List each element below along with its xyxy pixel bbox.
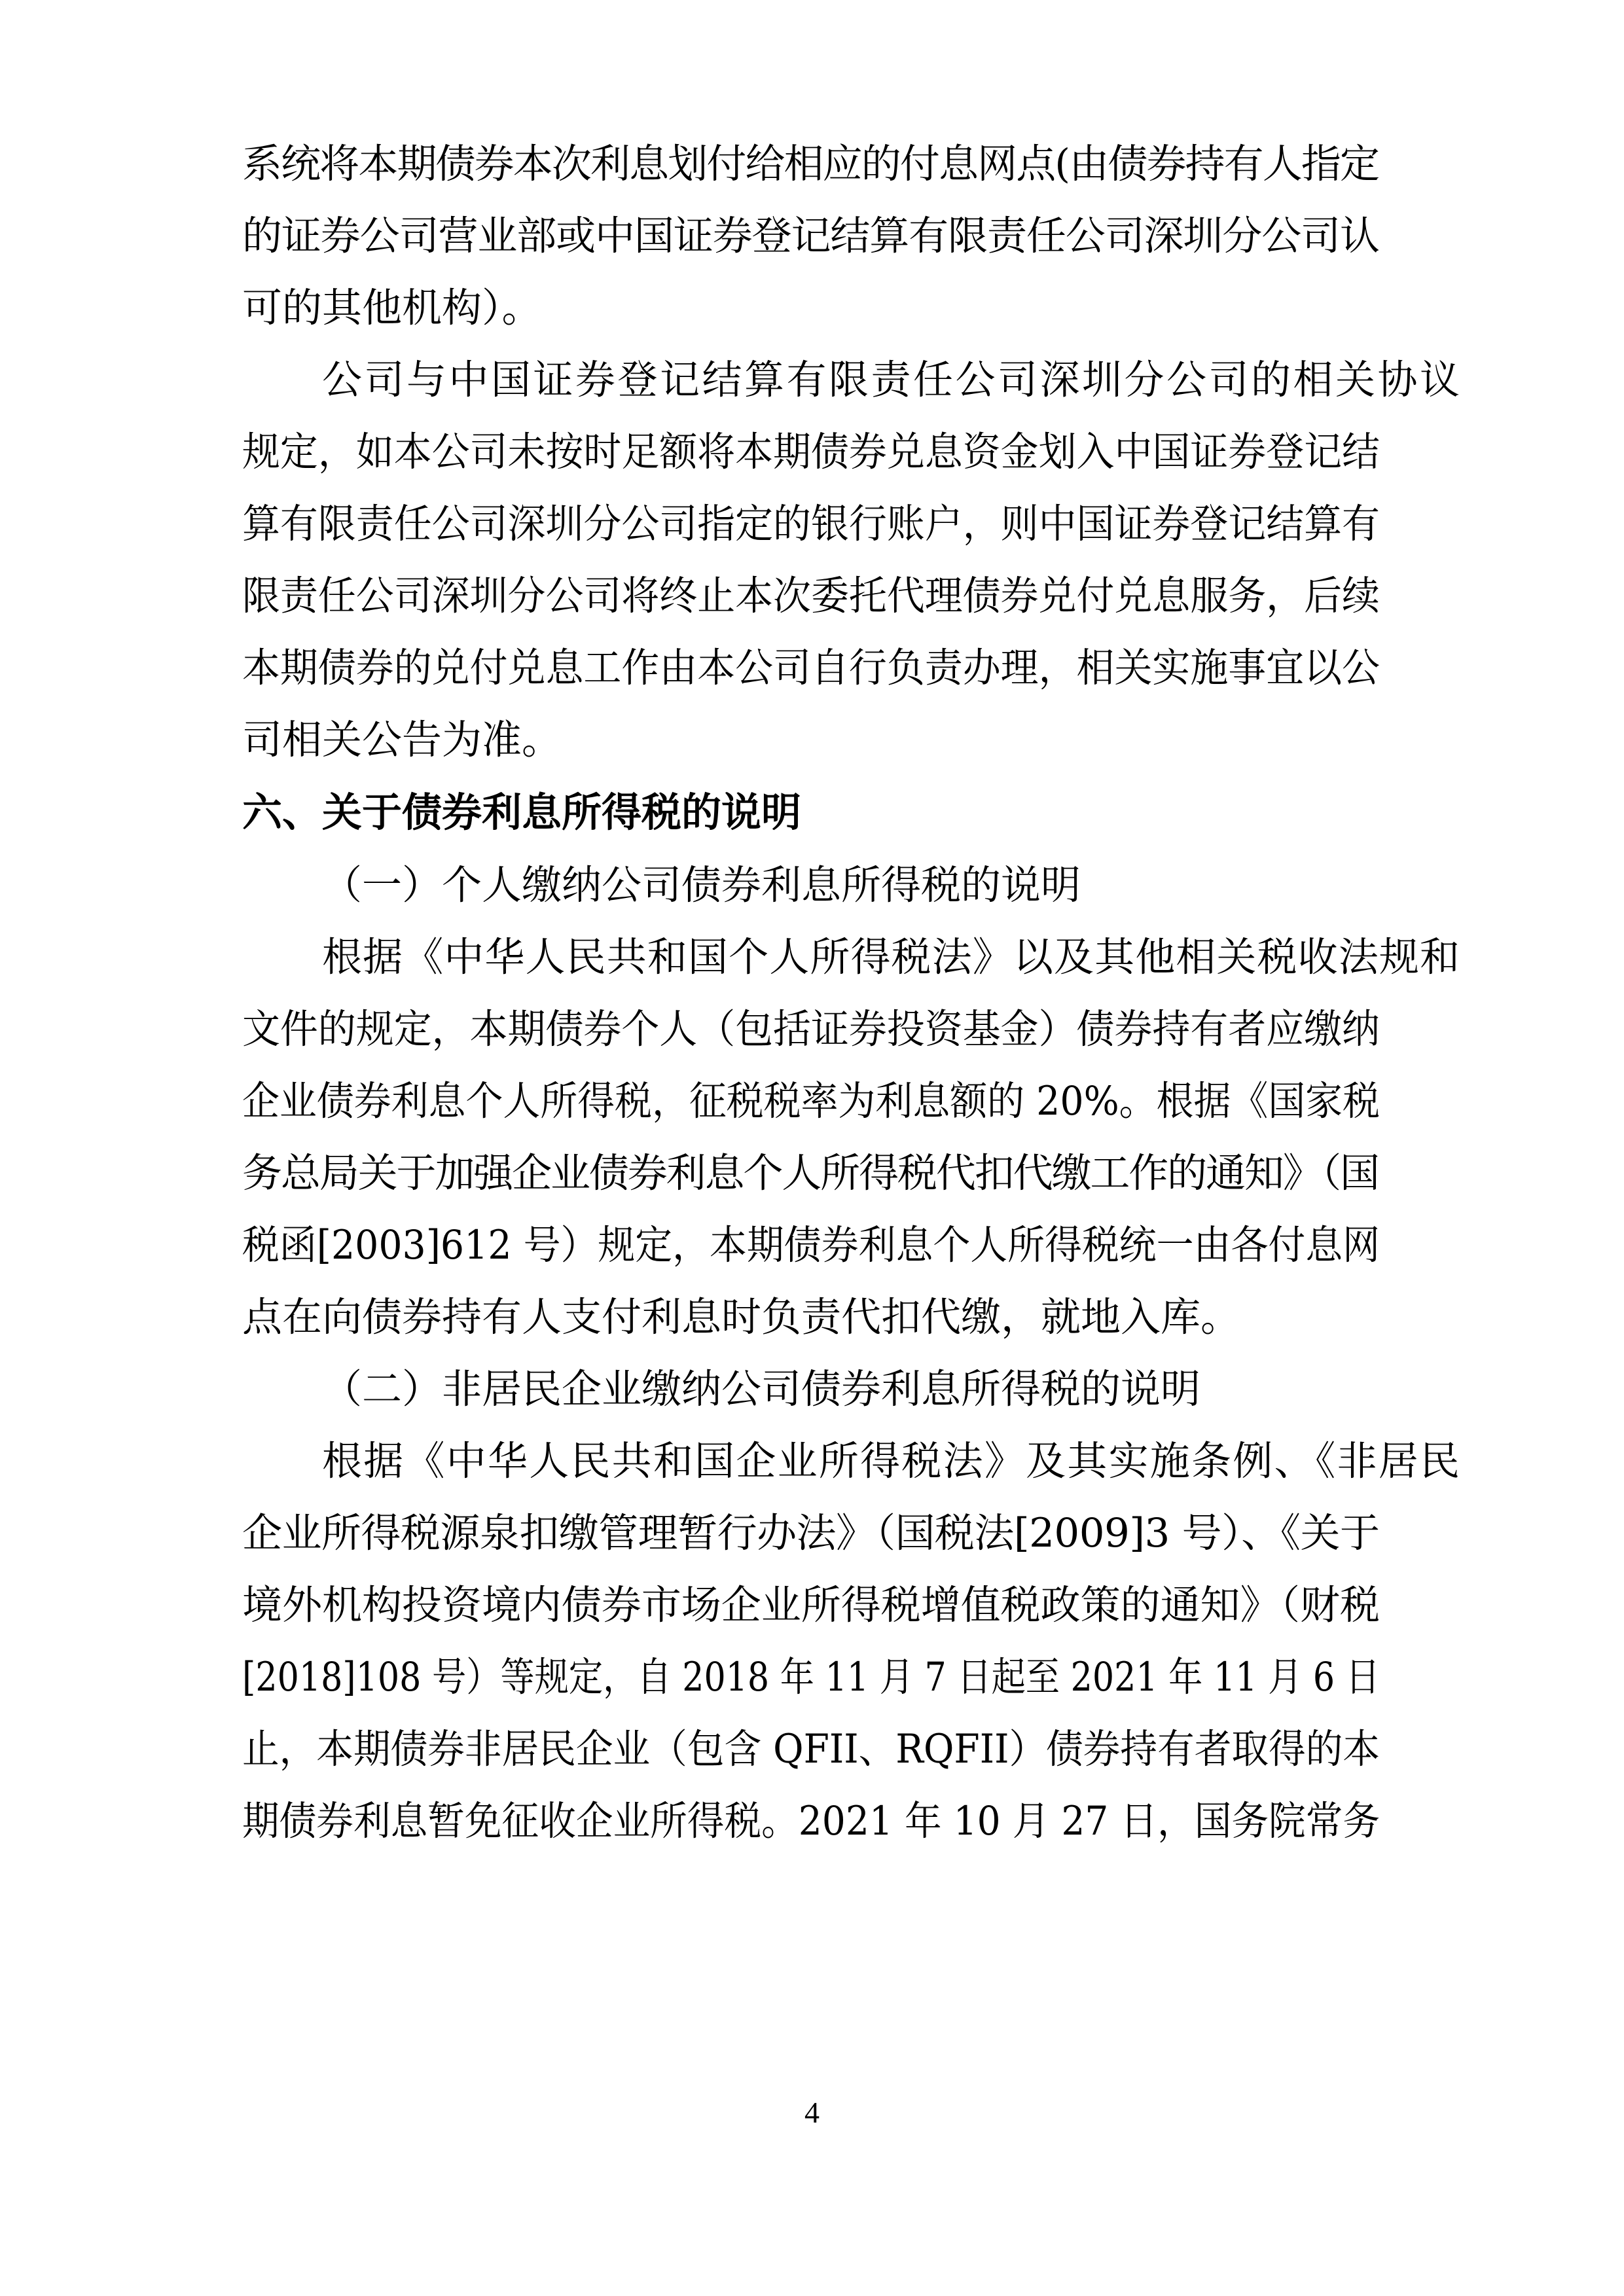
paragraph-individual-tax — [242, 922, 1461, 1354]
text-line: 司相关公告为准。 — [242, 717, 562, 763]
section-heading-six: 六、关于债券利息所得税的说明 — [242, 789, 802, 836]
text-line: 可的其他机构）。 — [242, 285, 542, 331]
text-line: 境外机构投资境内债券市场企业所得税增值税政策的通知》（财税 — [242, 1582, 1380, 1628]
page-number: 4 — [804, 2096, 820, 2129]
text-line: 算有限责任公司深圳分公司指定的银行账户，则中国证券登记结算有 — [242, 501, 1380, 547]
text-line: 期债券利息暂免征收企业所得税。2021 年 10 月 27 日，国务院常务 — [242, 1798, 1380, 1844]
text-line: 的证券公司营业部或中国证券登记结算有限责任公司深圳分公司认 — [242, 213, 1379, 259]
text-line: 点在向债券持有人支付利息时负责代扣代缴，就地入库。 — [242, 1294, 1241, 1340]
text-line: 税函[2003]612 号）规定，本期债券利息个人所得税统一由各付息网 — [242, 1222, 1380, 1268]
text-line: 本期债券的兑付兑息工作由本公司自行负责办理，相关实施事宜以公 — [242, 645, 1380, 691]
document-text-block — [242, 128, 1462, 1857]
text-line: 根据《中华人民共和国个人所得税法》以及其他相关税收法规和 — [322, 934, 1461, 980]
text-line: 止，本期债券非居民企业（包含 QFII、RQFII）债券持有者取得的本 — [242, 1726, 1380, 1772]
text-line: 限责任公司深圳分公司将终止本次委托代理债券兑付兑息服务，后续 — [242, 573, 1380, 619]
paragraph-csdc-agreement — [242, 344, 1462, 776]
text-line: 根据《中华人民共和国企业所得税法》及其实施条例、《非居民 — [322, 1438, 1462, 1484]
paragraph-nonresident-tax — [242, 1426, 1462, 1857]
text-line: [2018]108 号）等规定，自 2018 年 11 月 7 日起至 2021 年 11 月 6 日 — [242, 1654, 1380, 1700]
subsection-heading-two: （二）非居民企业缴纳公司债券利息所得税的说明 — [322, 1366, 1201, 1412]
text-line: 公司与中国证券登记结算有限责任公司深圳分公司的相关协议 — [322, 357, 1462, 403]
text-line: 系统将本期债券本次利息划付给相应的付息网点(由债券持有人指定 — [242, 141, 1379, 187]
text-line: 企业债券利息个人所得税，征税税率为利息额的 20%。根据《国家税 — [242, 1078, 1380, 1124]
text-line: 规定，如本公司未按时足额将本期债券兑息资金划入中国证券登记结 — [242, 429, 1380, 475]
text-line: 企业所得税源泉扣缴管理暂行办法》（国税法[2009]3 号）、《关于 — [242, 1510, 1380, 1556]
text-line: 文件的规定，本期债券个人（包括证券投资基金）债券持有者应缴纳 — [242, 1006, 1380, 1052]
paragraph-payment-network — [242, 128, 1380, 344]
subsection-heading-one: （一）个人缴纳公司债券利息所得税的说明 — [322, 862, 1081, 908]
text-line: 务总局关于加强企业债券利息个人所得税代扣代缴工作的通知》（国 — [242, 1150, 1379, 1196]
